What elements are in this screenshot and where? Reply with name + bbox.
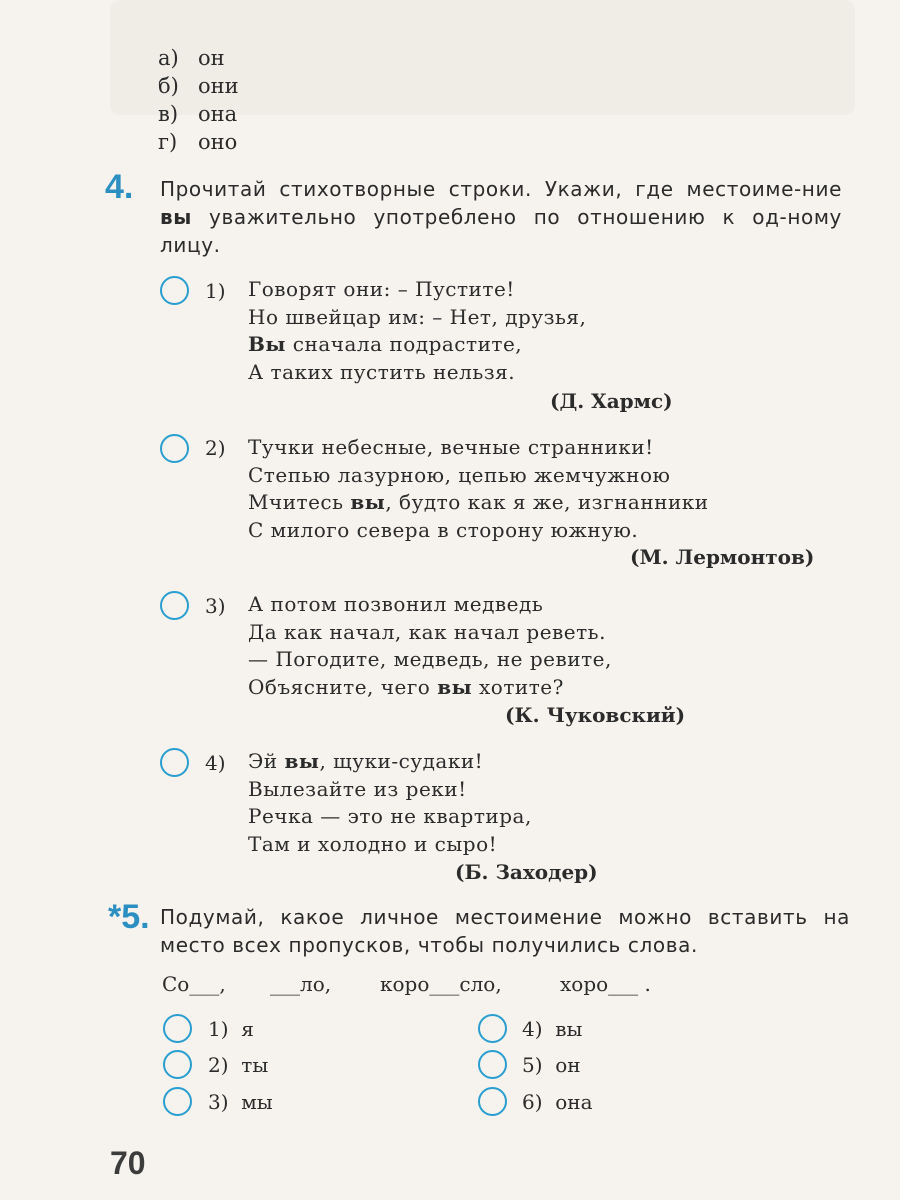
answer-circle-6[interactable]	[478, 1087, 507, 1116]
answer-number: 6)	[522, 1090, 543, 1114]
poem-3	[248, 591, 612, 701]
answer-number: 2)	[208, 1053, 229, 1077]
task-5-number: *5.	[108, 898, 150, 936]
prev-option	[158, 44, 239, 72]
word-with-blank: Со___,	[162, 972, 226, 996]
answer-number: 1)	[208, 1017, 229, 1041]
answer-text: вы	[555, 1017, 583, 1041]
prev-option	[158, 100, 239, 128]
answer-label	[208, 1053, 268, 1077]
word-with-blank: ___ло,	[270, 972, 332, 996]
option-number: 1)	[205, 279, 226, 303]
poem-line: Эй вы, щуки-судаки!	[248, 749, 484, 773]
poem-line: А потом позвонил медведь	[248, 592, 544, 616]
poem-line: Но швейцар им: – Нет, друзья,	[248, 304, 587, 329]
option-letter: в)	[158, 102, 179, 126]
previous-task-options	[158, 44, 239, 156]
answer-circle-option-2[interactable]	[160, 434, 189, 463]
option-text: она	[198, 102, 238, 126]
answer-label	[208, 1090, 273, 1114]
word-with-blank: коро___сло,	[380, 972, 502, 996]
bold-word: вы	[437, 674, 473, 699]
answer-circle-5[interactable]	[478, 1050, 507, 1079]
bold-word: вы	[284, 749, 320, 773]
poem-line: Вылезайте из реки!	[248, 776, 467, 801]
poem-author: (Д. Хармс)	[550, 389, 673, 413]
answer-circle-option-4[interactable]	[160, 748, 189, 777]
task-5-instruction: Подумай, какое личное местоимение можно вставить на место всех пропусков, чтобы получились слова.	[160, 905, 850, 957]
instruction-bold: вы	[160, 205, 192, 229]
poem-line: Речка — это не квартира,	[248, 804, 532, 828]
option-letter: б)	[158, 74, 179, 98]
answer-number: 5)	[522, 1053, 543, 1077]
poem-line: Мчитесь вы, будто как я же, изгнанники	[248, 490, 709, 514]
prev-option	[158, 128, 239, 156]
answer-text: ты	[241, 1053, 269, 1077]
answer-label	[522, 1017, 582, 1041]
answer-text: я	[241, 1017, 254, 1041]
answer-circle-1[interactable]	[163, 1014, 192, 1043]
task-4-number: 4.	[105, 168, 134, 206]
answer-label	[522, 1053, 581, 1077]
answer-circle-4[interactable]	[478, 1014, 507, 1043]
bold-word: вы	[350, 490, 386, 514]
poem-2	[248, 434, 709, 544]
option-number: 4)	[205, 751, 226, 775]
poem-4	[248, 748, 532, 858]
option-text: они	[198, 74, 239, 98]
prev-option	[158, 72, 239, 100]
option-text: оно	[198, 130, 238, 154]
poem-line: Тучки небесные, вечные странники!	[248, 435, 654, 459]
poem-line: А таких пустить нельзя.	[248, 359, 516, 384]
poem-author: (М. Лермонтов)	[630, 545, 815, 569]
instruction-part: Прочитай стихотворные строки. Укажи, где местоиме-ние	[160, 177, 842, 201]
poem-line: С милого севера в сторону южную.	[248, 517, 639, 542]
answer-text: мы	[241, 1090, 273, 1114]
poem-line: Степью лазурною, цепью жемчужною	[248, 462, 671, 487]
option-text: он	[198, 46, 225, 70]
option-letter: а)	[158, 46, 179, 70]
option-letter: г)	[158, 130, 178, 154]
poem-line: Объясните, чего вы хотите?	[248, 674, 564, 699]
poem-line: — Погодите, медведь, не ревите,	[248, 647, 612, 671]
poem-author: (Б. Заходер)	[455, 860, 598, 884]
poem-line: Там и холодно и сыро!	[248, 831, 498, 856]
answer-circle-option-1[interactable]	[160, 276, 189, 305]
answer-number: 4)	[522, 1017, 543, 1041]
answer-label	[522, 1090, 593, 1114]
answer-circle-3[interactable]	[163, 1087, 192, 1116]
instruction-part: уважительно употреблено по отношению к од-ному лицу.	[160, 205, 842, 257]
answer-text: она	[555, 1090, 593, 1114]
poem-line: Да как начал, как начал реветь.	[248, 619, 606, 644]
task-4-instruction	[160, 175, 842, 259]
bold-word: Вы	[248, 332, 286, 356]
option-number: 3)	[205, 594, 226, 618]
poem-author: (К. Чуковский)	[505, 703, 686, 727]
poem-line: Говорят они: – Пустите!	[248, 277, 515, 301]
answer-circle-2[interactable]	[163, 1050, 192, 1079]
answer-label	[208, 1017, 254, 1041]
word-with-blank: хоро___ .	[560, 972, 651, 996]
answer-text: он	[555, 1053, 581, 1077]
option-number: 2)	[205, 436, 226, 460]
poem-line: Вы сначала подрастите,	[248, 332, 523, 356]
answer-number: 3)	[208, 1090, 229, 1114]
page-number: 70	[110, 1145, 146, 1181]
poem-1	[248, 276, 586, 386]
answer-circle-option-3[interactable]	[160, 591, 189, 620]
